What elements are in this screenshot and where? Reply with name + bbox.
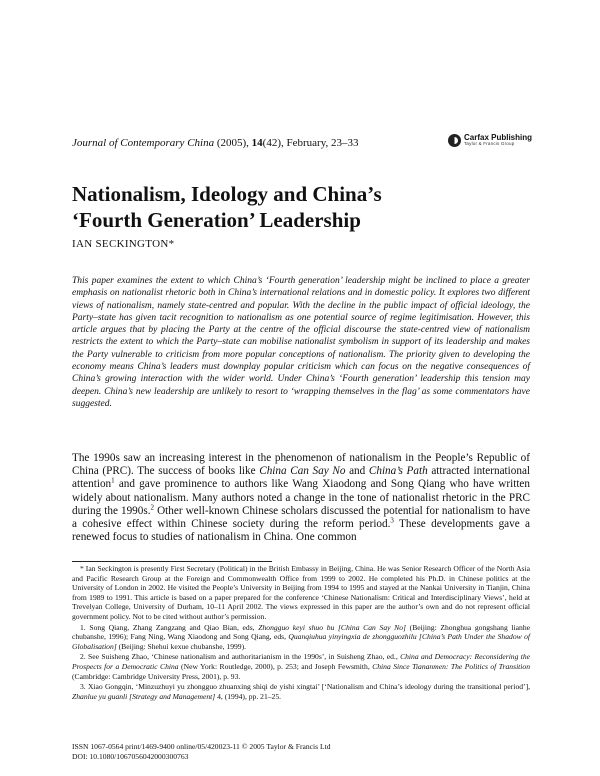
footnote-3: 3. Xiao Gongqin, ‘Minzuzhuyi yu zhongguo zhuanxing shiqi de yishi xingtai’ [‘Nationalism and China’s ideology during the transitional period’], Zhanlue yu guanli [Strategy and Management] 4, (1994), pp. 21–25. [72,682,530,701]
journal-volume: 14 [251,137,263,149]
journal-year: (2005), [216,137,252,149]
publisher-name: Carfax Publishing [463,133,532,143]
body-paragraph [72,452,530,544]
publisher-logo [448,134,532,147]
issn-line: ISSN 1067-0564 print/1469-9400 online/05/420023-11 © 2005 Taylor & Francis Ltd [72,742,331,751]
body-text: and [345,465,369,478]
publication-info [72,742,530,761]
journal-citation [72,133,532,149]
book-title: China Can Say No [259,465,346,478]
body-text: The 1990s saw an increasing interest in the phenomenon of nationalism in the People’s Republic of China (PRC). The success of books like [72,452,530,478]
body-text: Other well-known Chinese scholars discussed the potential for nationalism to have a cohesive effect within Chinese society during the reform period. [72,504,530,531]
body-text: and gave prominence to authors like Wang Xiaodong and Song Qiang who have written widely about nationalism. Many authors noted a change in the tone of nationalist rhetoric in the PRC during the 1990s. [72,478,530,517]
doi-line[interactable]: DOI: 10.1080/1067056042000300763 [72,751,189,761]
article-title-line-2: ‘Fourth Generation’ Leadership [72,208,361,232]
footnote-author: * Ian Seckington is presently First Secretary (Political) in the British Embassy in Beijing, China. He was Senior Research Officer of the North Asia and Pacific Research Group at the Foreign and Commonwealth Office from 1999 to 2002. He completed his Ph.D. in Chinese politics at the University of London in 2002. He visited the People’s University in Beijing from 1994 to 1995 and stayed at the Nankai University in Tianjin, China from 1989 to 1991. This article is based on a paper prepared for the conference ‘Chinese Nationalism: Critical and Interdisciplinary Views’, held at Trevelyan College, University of Durham, 10–11 April 2002. The views expressed in this paper are the author’s own and do not represent official government policy. Not to be cited without author’s permission. [72,564,530,621]
footnote-ref-1[interactable]: 1 [111,476,115,485]
article-title [72,181,532,233]
footnotes [72,564,530,702]
footnote-ref-3[interactable]: 3 [390,516,394,525]
article-page [72,0,530,776]
book-title: China’s Path [368,465,428,478]
body-text: attracted international attention [72,465,531,491]
body-text: These developments gave a renewed focus to studies of nationalism in China. One common [72,518,531,544]
journal-name: Journal of Contemporary China [72,137,215,149]
footnote-ref-2[interactable]: 2 [150,503,155,512]
footnote-1: 1. Song Qiang, Zhang Zangzang and Qiao Bian, eds, Zhongguo keyi shuo bu [China Can Say No] (Beijing: Zhonghua gongshang lianhe chubanshe, 1996); Fang Ning, Wang Xiaodong and Song Qiang, eds, Quanqiuhua yinyingxia de zhongguozhilu [China’s Path Under the Shadow of Globalisation] (Beijing: Shehui kexue chubanshe, 1999). [72,622,530,651]
article-author: IAN SECKINGTON* [72,238,175,250]
journal-issue-pages: (42), February, 23–33 [262,137,359,149]
publisher-subtitle: Taylor & Francis Group [463,141,515,147]
footnote-divider [72,561,272,562]
article-title-line-1: Nationalism, Ideology and China’s [72,182,382,206]
publisher-mark-icon [448,134,461,147]
abstract: This paper examines the extent to which China’s ‘Fourth generation’ leadership might be inclined to place a greater emphasis on nationalist rhetoric both in China’s international relations and in domestic policy. It explores two different views of nationalism, namely state-centred and popular. With the decline in the public impact of official ideology, the Party–state has given tacit recognition to nationalism as one potential source of regime legitimisation. However, this article argues that by placing the Party at the centre of the official discourse the state-centred view of nationalism restricts the extent to which the Party–state can mobilise nationalist symbolism in support of its leadership and makes the Party vulnerable to criticism from more popular conceptions of nationalism. The priority given to developing the economy means China’s leaders must downplay popular criticism which can focus on the negative consequences of China’s growing interaction with the wider world. Under China’s ‘Fourth generation’ leadership this tension may deepen. China’s new leadership are unlikely to resort to ‘wrapping themselves in the flag’ as some commentators have suggested. [72,276,530,409]
footnote-2: 2. See Suisheng Zhao, ‘Chinese nationalism and authoritarianism in the 1990s’, in Suisheng Zhao, ed., China and Democracy: Reconsidering the Prospects for a Democratic China (New York: Routledge, 2000), p. 253; and Joseph Fewsmith, China Since Tiananmen: The Politics of Transition (Cambridge: Cambridge University Press, 2001), p. 93. [72,652,530,681]
